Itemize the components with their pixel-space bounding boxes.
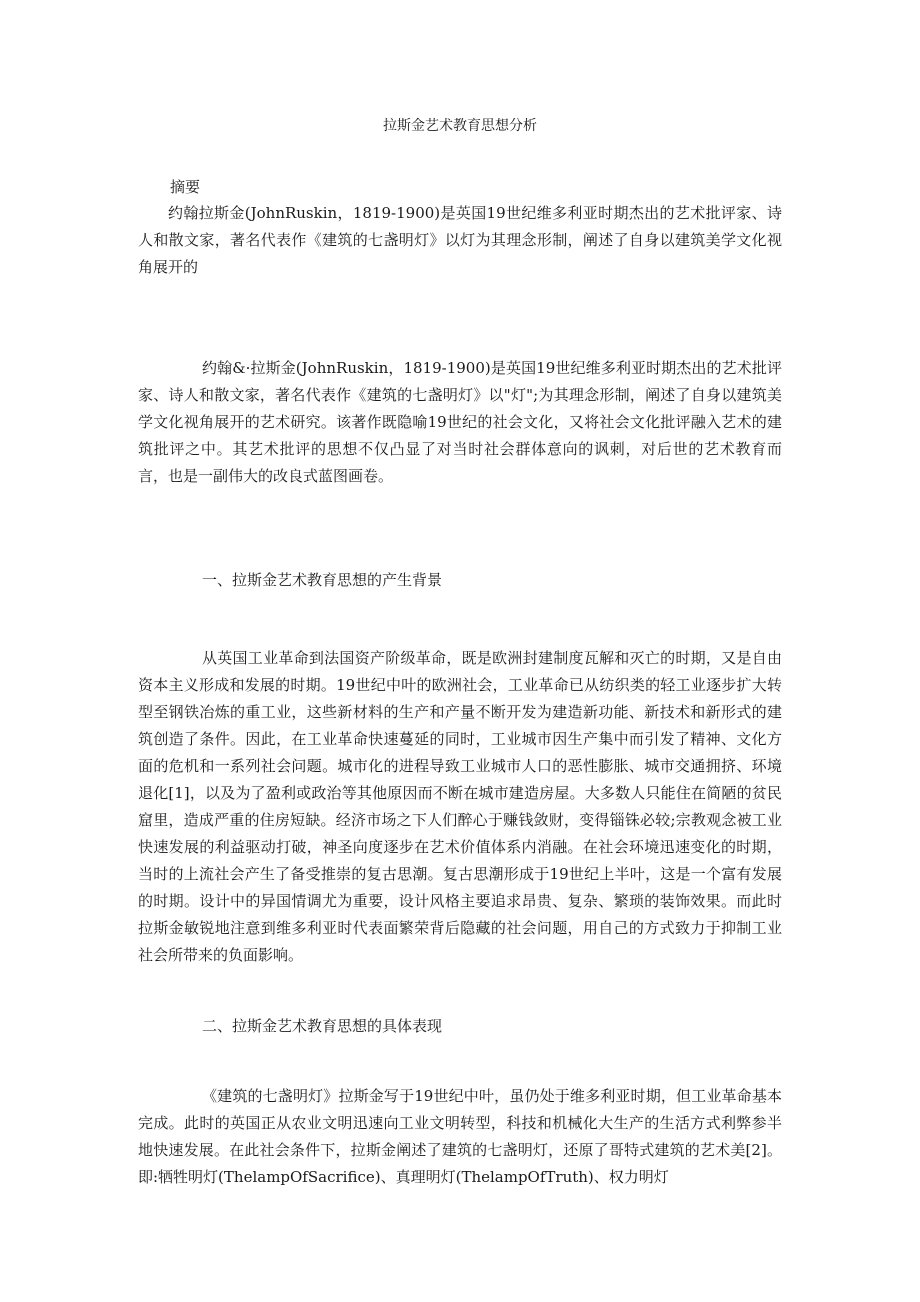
- section-2-heading: 二、拉斯金艺术教育思想的具体表现: [202, 1017, 443, 1035]
- intro-paragraph: 约翰&·拉斯金(JohnRuskin，1819-1900)是英国19世纪维多利亚时期杰出的艺术批评家、诗人和散文家，著名代表作《建筑的七盏明灯》以"灯";为其理念形制，阐述了自身以建筑美学文化视角展开的艺术研究。该著作既隐喻19世纪的社会文化，又将社会文化批评融入艺术的建筑批评之中。其艺术批评的思想不仅凸显了对当时社会群体意向的讽刺，对后世的艺术教育而言，也是一副伟大的改良式蓝图画卷。: [138, 359, 782, 485]
- section-2-paragraph: 《建筑的七盏明灯》拉斯金写于19世纪中叶，虽仍处于维多利亚时期，但工业革命基本完成。此时的英国正从农业文明迅速向工业文明转型，科技和机械化大生产的生活方式利弊参半地快速发展。在此社会条件下，拉斯金阐述了建筑的七盏明灯，还原了哥特式建筑的艺术美[2]。即:牺牲明灯(ThelampOfSacrifice)、真理明灯(ThelampOfTruth)、权力明灯: [138, 1087, 782, 1186]
- document-title: 拉斯金艺术教育思想分析: [383, 118, 537, 134]
- section-1-heading: 一、拉斯金艺术教育思想的产生背景: [202, 571, 443, 589]
- section-1-paragraph: 从英国工业革命到法国资产阶级革命，既是欧洲封建制度瓦解和灭亡的时期，又是自由资本主义形成和发展的时期。19世纪中叶的欧洲社会，工业革命已从纺织类的轻工业逐步扩大转型至钢铁冶炼的重工业，这些新材料的生产和产量不断开发为建造新功能、新技术和新形式的建筑创造了条件。因此，在工业革命快速蔓延的同时，工业城市因生产集中而引发了精神、文化方面的危机和一系列社会问题。城市化的进程导致工业城市人口的恶性膨胀、城市交通拥挤、环境退化[1]，以及为了盈利或政治等其他原因而不断在城市建造房屋。大多数人只能住在简陋的贫民窟里，造成严重的住房短缺。经济市场之下人们醉心于赚钱敛财，变得锱铢必较;宗教观念被工业快速发展的利益驱动打破，神圣向度逐步在艺术价值体系内消融。在社会环境迅速变化的时期，当时的上流社会产生了备受推崇的复古思潮。复古思潮形成于19世纪上半叶，这是一个富有发展的时期。设计中的异国情调尤为重要，设计风格主要追求昂贵、复杂、繁琐的装饰效果。而此时拉斯金敏锐地注意到维多利亚时代表面繁荣背后隐藏的社会问题，用自己的方式致力于抑制工业社会所带来的负面影响。: [138, 649, 782, 964]
- abstract-label: 摘要: [170, 178, 201, 196]
- abstract-text: 约翰拉斯金(JohnRuskin，1819-1900)是英国19世纪维多利亚时期杰出的艺术批评家、诗人和散文家，著名代表作《建筑的七盏明灯》以灯为其理念形制，阐述了自身以建筑美学文化视角展开的: [138, 204, 782, 276]
